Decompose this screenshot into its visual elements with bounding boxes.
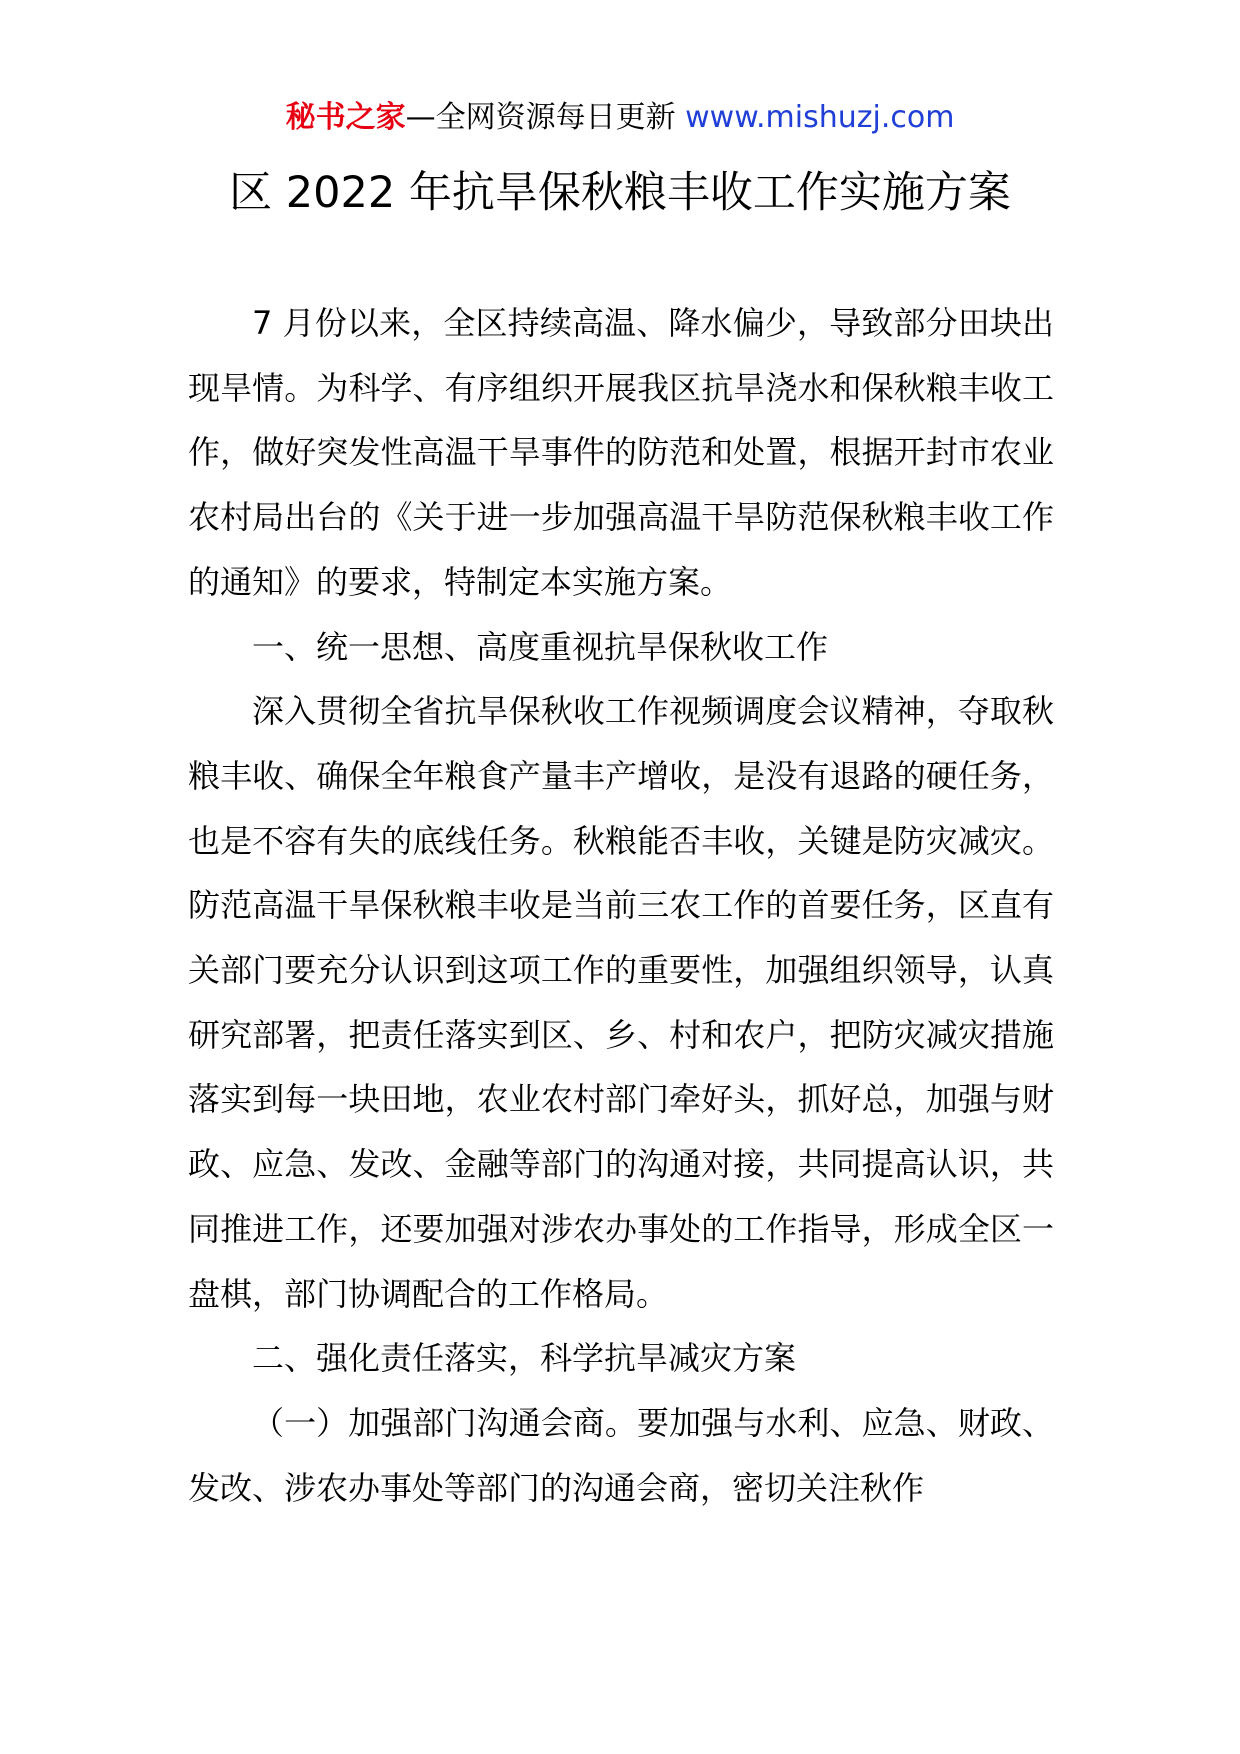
section-heading-1: 一、统一思想、高度重视抗旱保秋收工作 (252, 627, 829, 666)
section-heading-2: 二、强化责任落实，科学抗旱减灾方案 (252, 1339, 797, 1378)
paragraph-intro: 7 月份以来，全区持续高温、降水偏少，导致部分田块出现旱情。为科学、有序组织开展我区抗旱浇水和保秋粮丰收工作，做好突发性高温干旱事件的防范和处置，根据开封市农业农村局出台的《关于进一步加强高温干旱防范保秋粮丰收工作的通知》的要求，特制定本实施方案。 (188, 304, 1054, 601)
brand-tagline: —全网资源每日更新 (405, 100, 676, 135)
site-banner (0, 98, 1240, 138)
document-body (188, 291, 1054, 1520)
site-url-link[interactable]: www.mishuzj.com (685, 100, 955, 135)
paragraph-section-1: 深入贯彻全省抗旱保秋收工作视频调度会议精神，夺取秋粮丰收、确保全年粮食产量丰产增收，是没有退路的硬任务，也是不容有失的底线任务。秋粮能否丰收，关键是防灾减灾。防范高温干旱保秋粮丰收是当前三农工作的首要任务，区直有关部门要充分认识到这项工作的重要性，加强组织领导，认真研究部署，把责任落实到区、乡、村和农户，把防灾减灾措施落实到每一块田地，农业农村部门牵好头，抓好总，加强与财政、应急、发改、金融等部门的沟通对接，共同提高认识，共同推进工作，还要加强对涉农办事处的工作指导，形成全区一盘棋，部门协调配合的工作格局。 (188, 692, 1054, 1313)
paragraph-subsection-1: （一）加强部门沟通会商。要加强与水利、应急、财政、发改、涉农办事处等部门的沟通会商，密切关注秋作 (188, 1403, 1054, 1507)
document-title: 区 2022 年抗旱保秋粮丰收工作实施方案 (229, 168, 1011, 218)
brand-name: 秘书之家 (285, 100, 406, 135)
